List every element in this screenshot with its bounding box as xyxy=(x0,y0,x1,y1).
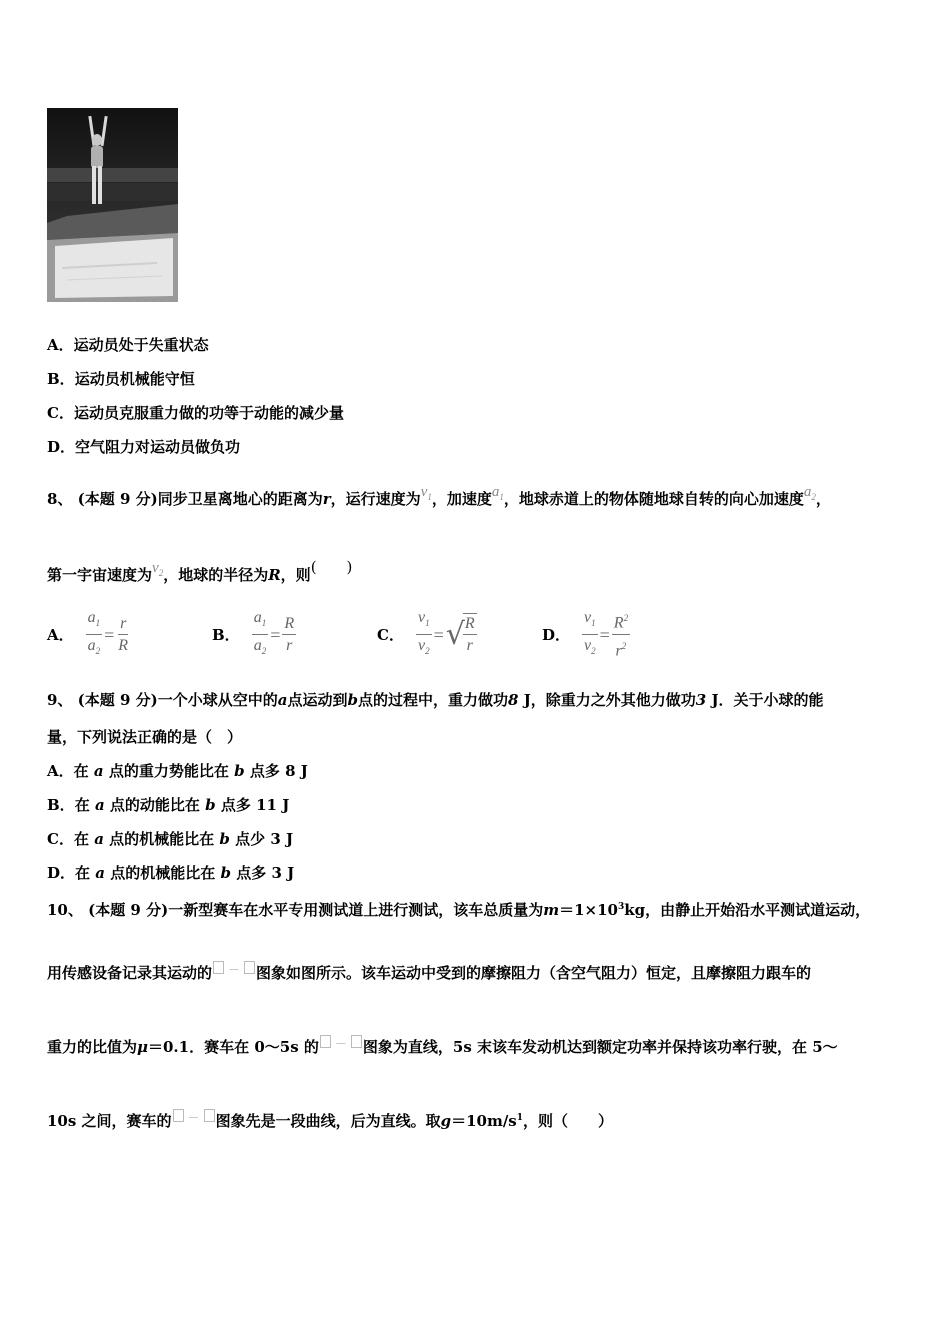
q7-option-d: D．空气阻力对运动员做负功 xyxy=(47,438,241,456)
q9-stem-line1: 9、 (本题 9 分)一个小球从空中的a点运动到b点的过程中，重力做功8 J，除重力之外其他力做功3 J．关于小球的能 xyxy=(47,691,824,709)
q8-option-d: D． $\frac{v_1}{v_2}$ = $\frac{R^2}{r^2}$ xyxy=(542,609,629,659)
missing-glyph-icon xyxy=(213,961,224,974)
athlete-photo xyxy=(47,108,178,302)
q10-stem-line2: 用传感设备记录其运动的 － 图象如图所示。该车运动中受到的摩擦阻力（含空气阻力）恒定，且摩擦阻力跟车的 xyxy=(47,963,812,982)
q10-stem-line1: 10、 (本题 9 分)一新型赛车在水平专用测试道上进行测试，该车总质量为$m=1\times 10^3kg$，由静止开始沿水平测试道运动， xyxy=(47,901,871,919)
q10-stem-line3: 重力的比值为μ＝0.1．赛车在 0～5s 的 － 图象为直线，5s 末该车发动机达到额定功率并保持该功率行驶，在 5～ xyxy=(47,1037,838,1056)
q7-option-c: C．运动员克服重力做的功等于动能的减少量 xyxy=(47,404,344,422)
q9-option-a: A．在 a 点的重力势能比在 b 点多 8 J xyxy=(47,762,308,780)
q9-stem-line2: 量，下列说法正确的是（ ） xyxy=(47,728,243,746)
q10-stem-line4: 10s 之间，赛车的 － 图象先是一段曲线，后为直线。取$g=10m/s^1$，则（ ） xyxy=(47,1111,614,1130)
missing-glyph-icon xyxy=(320,1035,331,1048)
q8-stem-line2: 第一宇宙速度为$v_2$，地球的半径为R，则( ) xyxy=(47,558,353,584)
q8-option-c: C． $\frac{v_1}{v_2}$ = √ $\frac{R}{r}$ xyxy=(377,609,475,656)
q8-stem-line1: 8、 (本题 9 分)同步卫星离地心的距离为r，运行速度为$v_1$，加速度$a_1$，地球赤道上的物体随地球自转的向心加速度$a_2$， xyxy=(47,484,831,508)
q7-option-b: B．运动员机械能守恒 xyxy=(47,370,195,388)
missing-glyph-icon xyxy=(244,961,255,974)
q8-option-a: A． $\frac{a_1}{a_2}$ = $\frac{r}{R}$ xyxy=(47,609,129,656)
missing-glyph-icon xyxy=(351,1035,362,1048)
q9-option-c: C．在 a 点的机械能比在 b 点少 3 J xyxy=(47,830,294,848)
q8-option-b: B． $\frac{a_1}{a_2}$ = $\frac{R}{r}$ xyxy=(212,609,295,656)
q9-option-d: D．在 a 点的机械能比在 b 点多 3 J xyxy=(47,864,295,882)
q7-option-a: A．运动员处于失重状态 xyxy=(47,336,209,354)
missing-glyph-icon xyxy=(173,1109,184,1122)
q9-option-b: B．在 a 点的动能比在 b 点多 11 J xyxy=(47,796,290,814)
missing-glyph-icon xyxy=(204,1109,215,1122)
